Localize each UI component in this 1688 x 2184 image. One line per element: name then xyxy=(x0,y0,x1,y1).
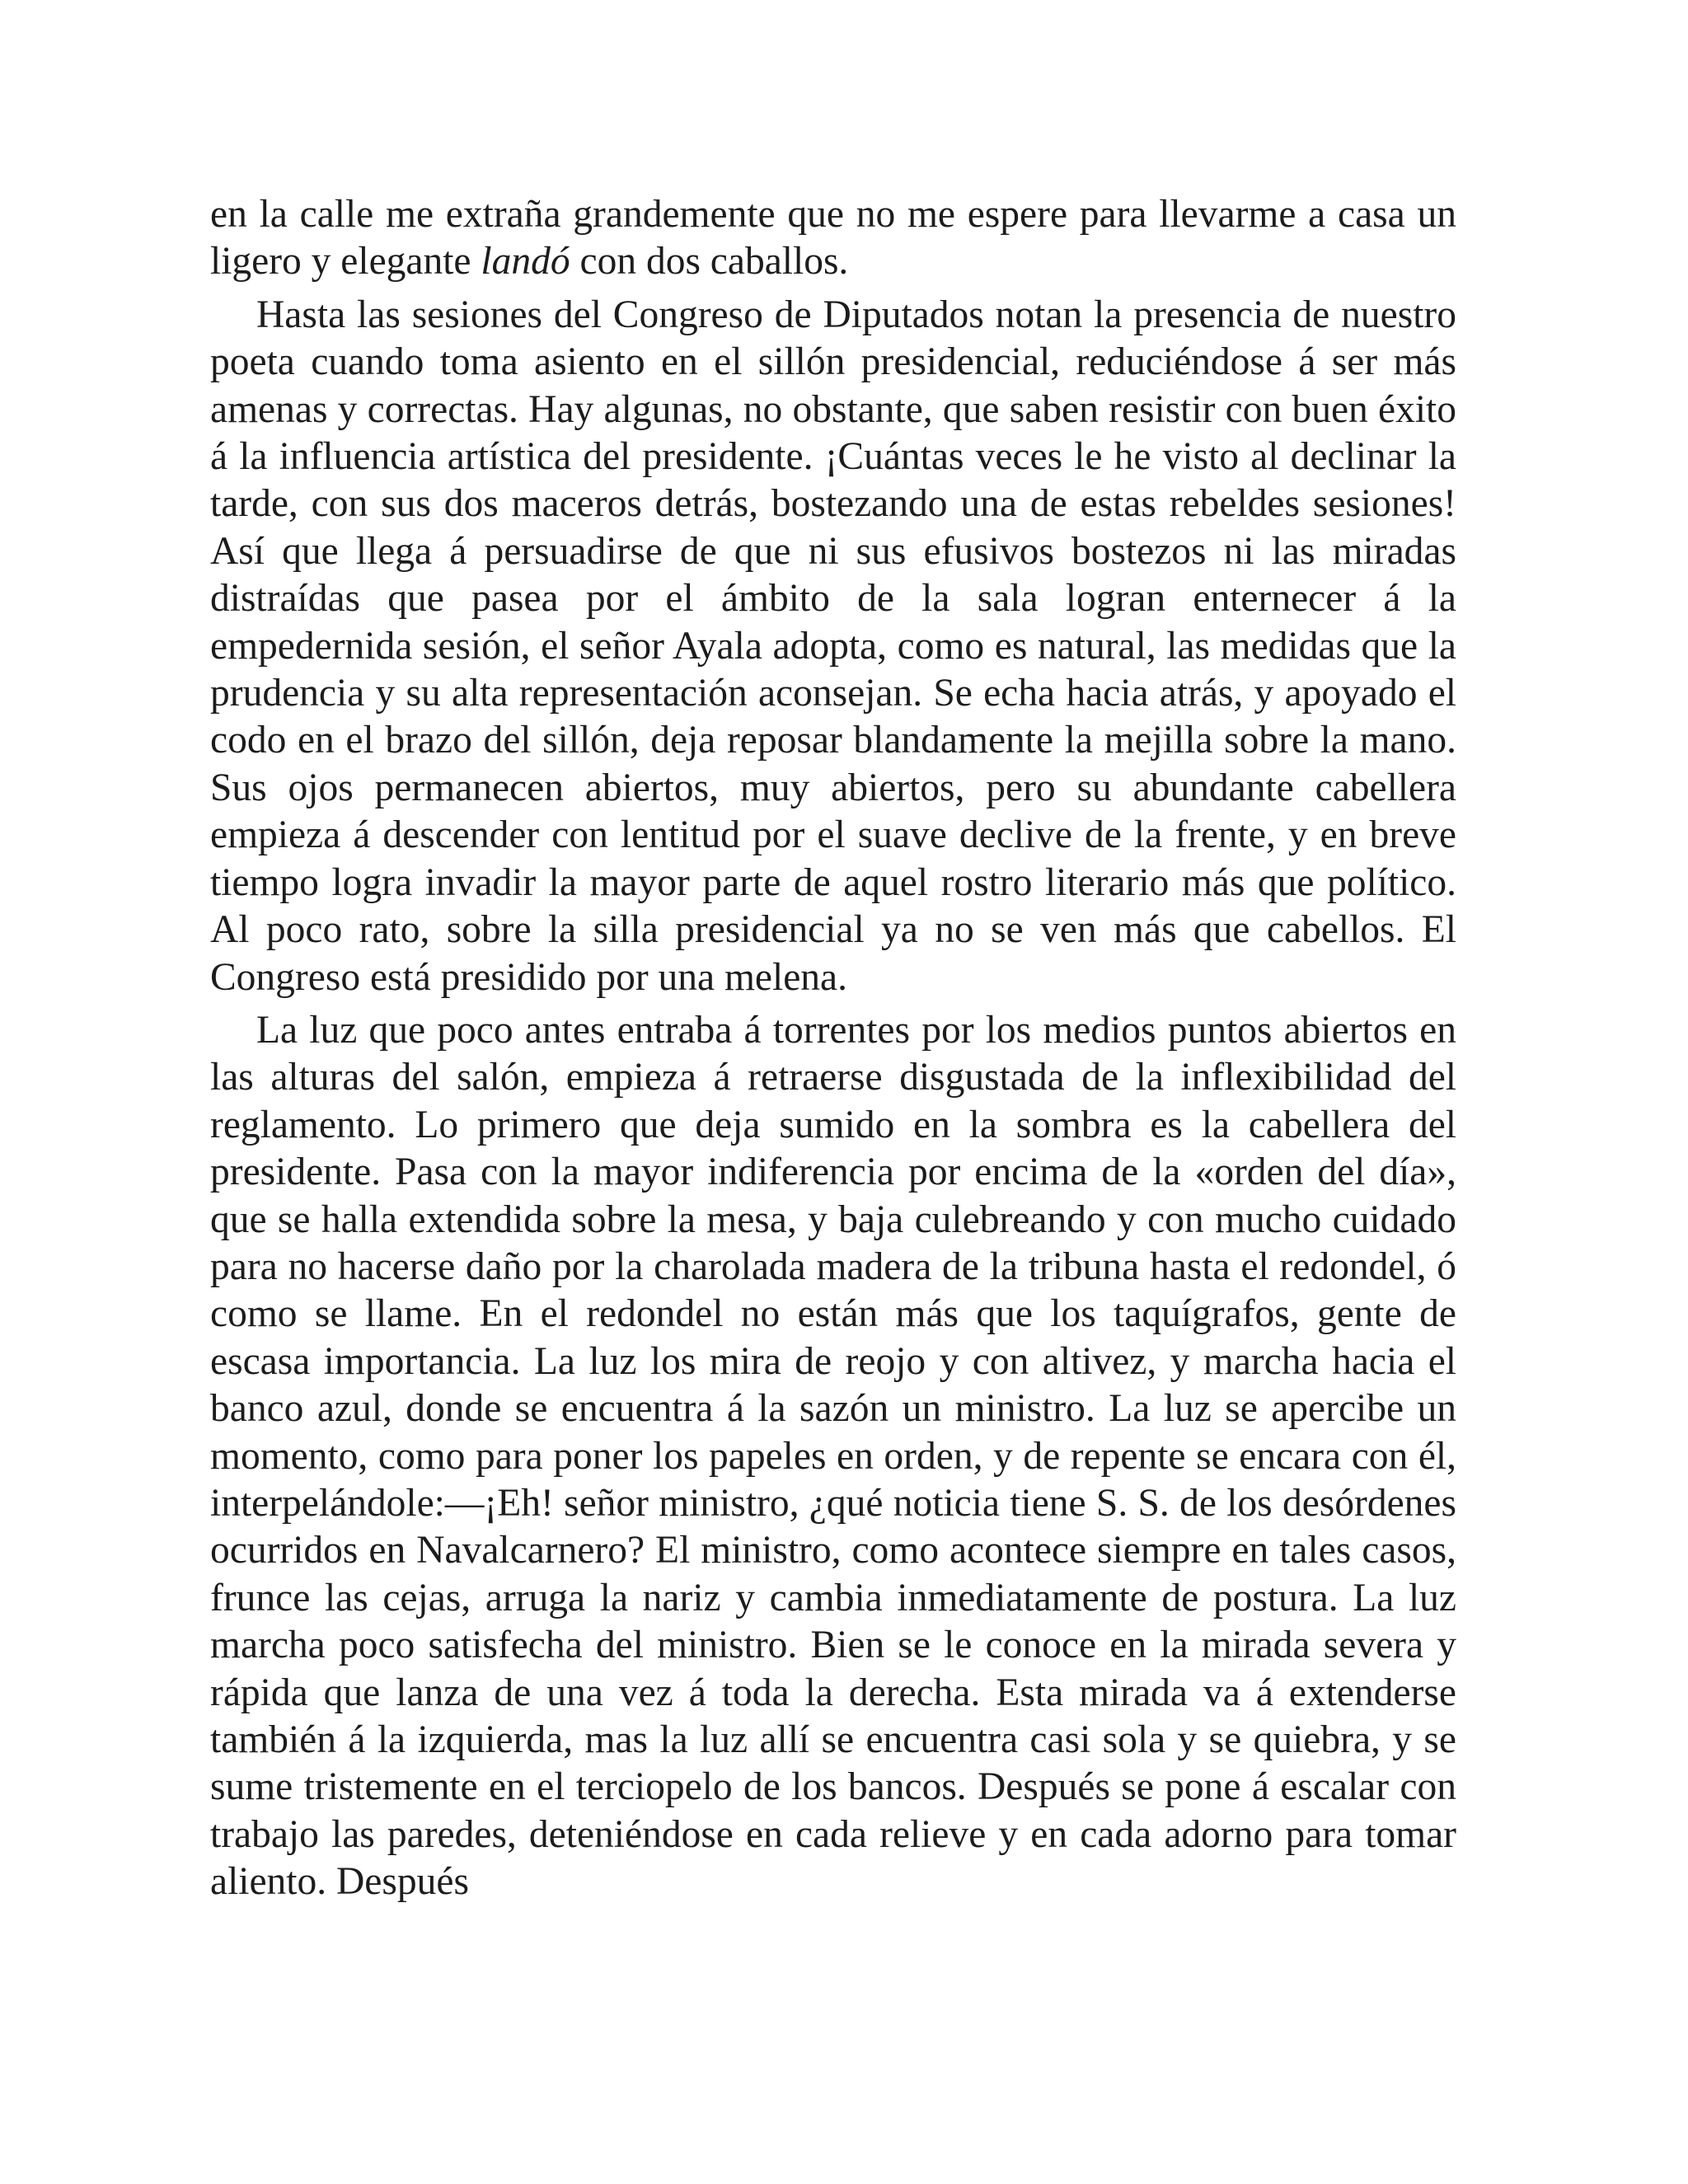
paragraph-1-text-after: con dos caballos. xyxy=(570,240,849,284)
page-text xyxy=(210,191,1456,1906)
paragraph-1-text-before: en la calle me extraña grandemente que no me espere para llevarme a casa un ligero y elegante xyxy=(210,193,1456,284)
paragraph-2: Hasta las sesiones del Congreso de Diputados notan la presencia de nuestro poeta cuando toma asiento en el sillón presidencial, reduciéndose á ser más amenas y correctas. Hay algunas, no obstante, que saben resistir con buen éxito á la influencia artística del presidente. ¡Cuántas veces le he visto al declinar la tarde, con sus dos maceros detrás, bostezando una de estas rebeldes sesiones! Así que llega á persuadirse de que ni sus efusivos bostezos ni las miradas distraídas que pasea por el ámbito de la sala logran enternecer á la empedernida sesión, el señor Ayala adopta, como es natural, las medidas que la prudencia y su alta representación aconsejan. Se echa hacia atrás, y apoyado el codo en el brazo del sillón, deja reposar blandamente la mejilla sobre la mano. Sus ojos permanecen abiertos, muy abiertos, pero su abundante cabellera empieza á descender con lentitud por el suave declive de la frente, y en breve tiempo logra invadir la mayor parte de aquel rostro literario más que político. Al poco rato, sobre la silla presidencial ya no se ven más que cabellos. El Congreso está presidido por una melena. xyxy=(210,293,1456,999)
paragraph-1-italic-word: landó xyxy=(481,240,570,284)
paragraph-1 xyxy=(210,191,1456,286)
paragraph-3: La luz que poco antes entraba á torrentes por los medios puntos abiertos en las alturas del salón, empieza á retraerse disgustada de la inflexibilidad del reglamento. Lo primero que deja sumido en la sombra es la cabellera del presidente. Pasa con la mayor indiferencia por encima de la «orden del día», que se halla extendida sobre la mesa, y baja culebreando y con mucho cuidado para no hacerse daño por la charolada madera de la tribuna hasta el redondel, ó como se llame. En el redondel no están más que los taquígrafos, gente de escasa importancia. La luz los mira de reojo y con altivez, y marcha hacia el banco azul, donde se encuentra á la sazón un ministro. La luz se apercibe un momento, como para poner los papeles en orden, y de repente se encara con él, interpelándole:—¡Eh! señor ministro, ¿qué noticia tiene S. S. de los desórdenes ocurridos en Navalcarnero? El ministro, como acontece siempre en tales casos, frunce las cejas, arruga la nariz y cambia inmediatamente de postura. La luz marcha poco satisfecha del ministro. Bien se le conoce en la mirada severa y rápida que lanza de una vez á toda la derecha. Esta mirada va á extenderse también á la izquierda, mas la luz allí se encuentra casi sola y se quiebra, y se sume tristemente en el terciopelo de los bancos. Después se pone á escalar con trabajo las paredes, deteniéndose en cada relieve y en cada adorno para tomar aliento. Después xyxy=(210,1008,1456,1904)
